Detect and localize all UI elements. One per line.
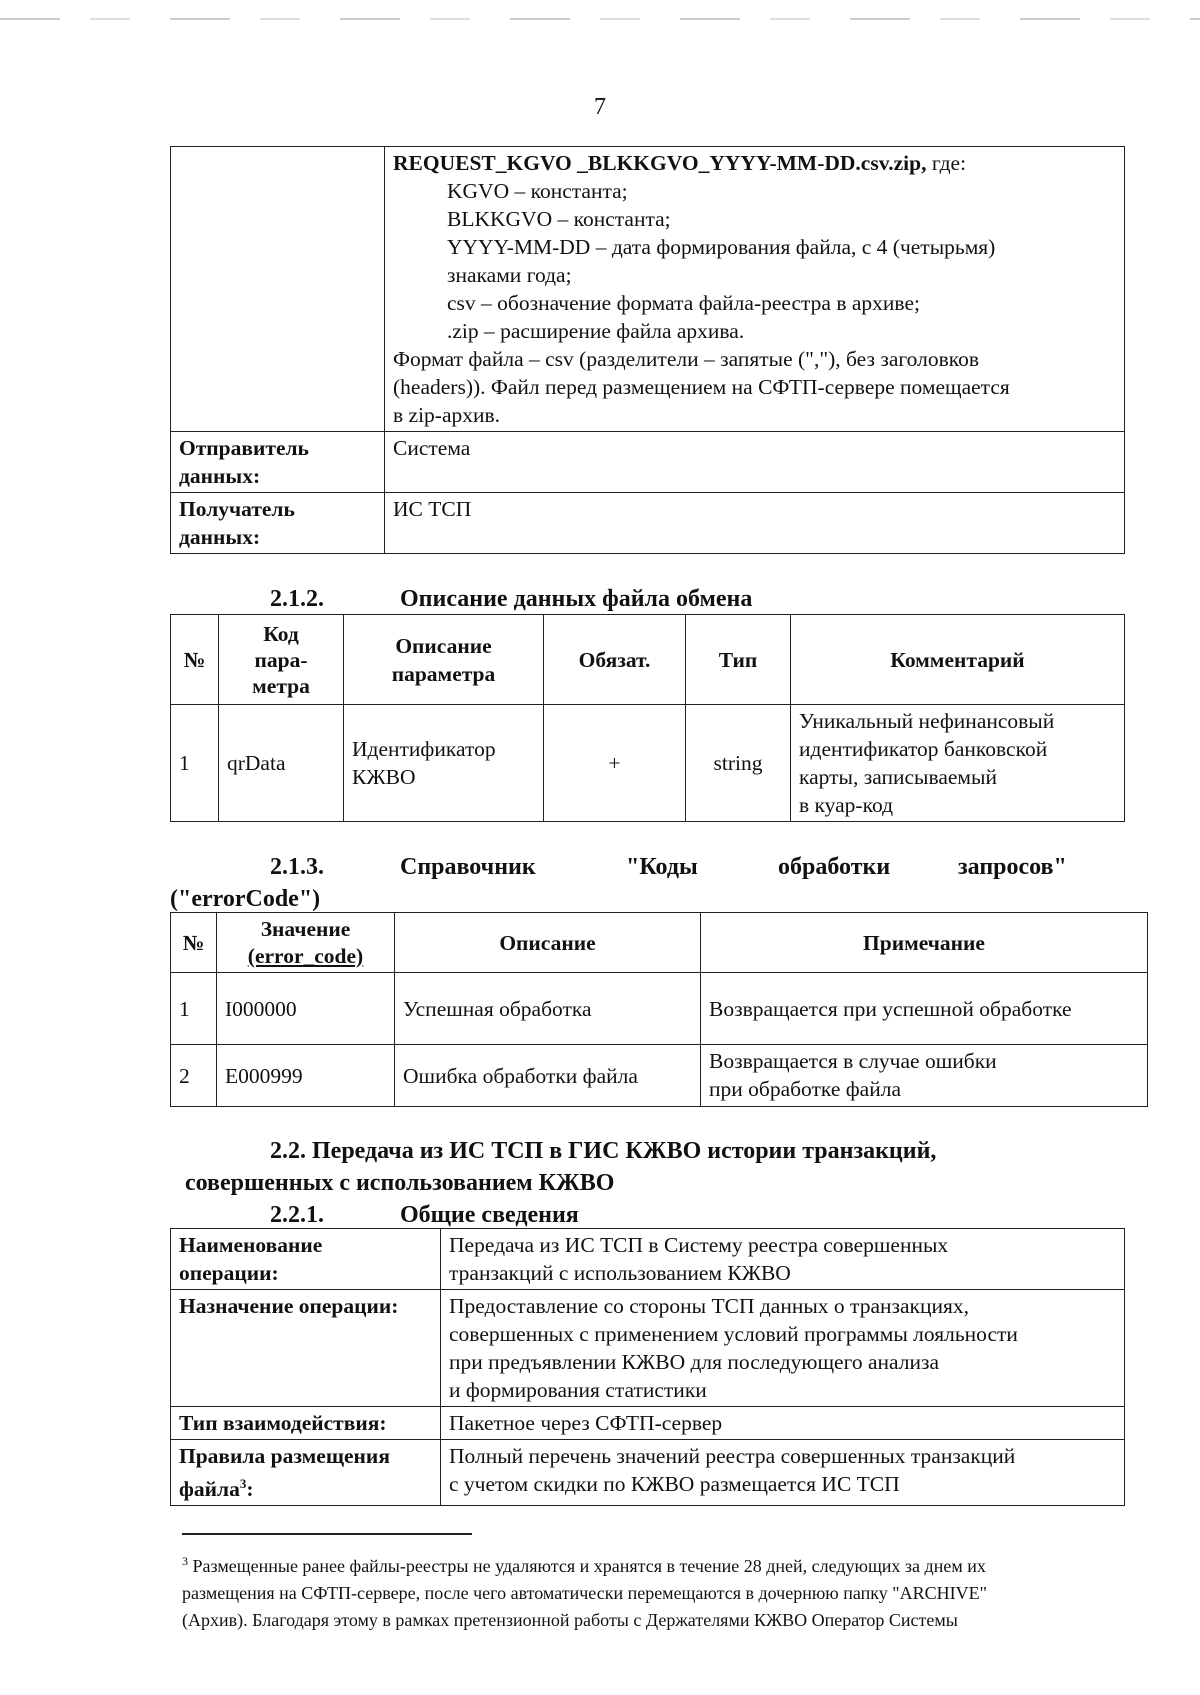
cell-number: 1 — [171, 973, 217, 1045]
section-22-title-line2: совершенных с использованием КЖВО — [185, 1170, 615, 1196]
filename-pattern: REQUEST_KGVO _BLKKGVO_YYYY-MM-DD.csv.zip, — [393, 151, 927, 175]
value-cell: Полный перечень значений реестра совершенных транзакций с учетом скидки по КЖВО размещается ИС ТСП — [441, 1440, 1125, 1506]
section-213-word: обработки — [778, 854, 891, 880]
file-info-table — [170, 146, 1125, 554]
def-line: csv – обозначение формата файла-реестра в архиве; — [447, 291, 920, 315]
cell-note: Возвращается в случае ошибки при обработке файла — [701, 1045, 1148, 1107]
footnote-mark: 3 — [182, 1554, 188, 1568]
table-row — [171, 1229, 1125, 1290]
cell-number: 2 — [171, 1045, 217, 1107]
table-row — [171, 1045, 1148, 1107]
section-212-number: 2.1.2. — [270, 586, 324, 612]
label-cell: Наименование операции: — [171, 1229, 441, 1290]
header-value: Значение (error_code) — [217, 913, 395, 973]
cell-code: I000000 — [217, 973, 395, 1045]
filename-cell — [385, 147, 1125, 432]
value-cell: Пакетное через СФТП-сервер — [441, 1407, 1125, 1440]
general-info-table — [170, 1228, 1125, 1506]
section-213-word: Справочник — [400, 854, 536, 880]
header-required: Обязат. — [544, 615, 686, 705]
header-number: № — [171, 615, 219, 705]
cell-description: Ошибка обработки файла — [395, 1045, 701, 1107]
format-line: (headers)). Файл перед размещением на СФТП-сервере помещается — [393, 375, 1010, 399]
receiver-label: Получатель данных: — [171, 493, 385, 554]
value-cell: Предоставление со стороны ТСП данных о транзакциях, совершенных с применением условий программы лояльности при предъявлении КЖВО для последующего анализа и формирования статистики — [441, 1290, 1125, 1407]
header-code: Код пара- метра — [219, 615, 344, 705]
def-line: знаками года; — [447, 263, 572, 287]
section-221-title: Общие сведения — [400, 1202, 579, 1228]
section-213-number: 2.1.3. — [270, 854, 324, 880]
page-number: 7 — [594, 94, 606, 120]
table-row — [171, 1440, 1125, 1506]
cell-note: Возвращается при успешной обработке — [701, 973, 1148, 1045]
sender-label: Отправитель данных: — [171, 432, 385, 493]
label-cell: Правила размещения файла$^3$: — [171, 1440, 441, 1506]
header-type: Тип — [686, 615, 791, 705]
footnote-separator — [182, 1533, 472, 1535]
cell-code: qrData — [219, 705, 344, 822]
label-cell: Назначение операции: — [171, 1290, 441, 1407]
cell-code: E000999 — [217, 1045, 395, 1107]
error-codes-table — [170, 912, 1148, 1107]
sender-value: Система — [385, 432, 1125, 493]
format-line: в zip-архив. — [393, 403, 501, 427]
table-row — [171, 1407, 1125, 1440]
section-213-word: "Коды — [626, 854, 698, 880]
header-comment: Комментарий — [791, 615, 1125, 705]
cell-description: Успешная обработка — [395, 973, 701, 1045]
header-description: Описание — [395, 913, 701, 973]
scan-artifact-line — [0, 18, 1200, 20]
section-221-number: 2.2.1. — [270, 1202, 324, 1228]
value-cell: Передача из ИС ТСП в Систему реестра совершенных транзакций с использованием КЖВО — [441, 1229, 1125, 1290]
format-line: Формат файла – csv (разделители – запятые (","), без заголовков — [393, 347, 980, 371]
def-line: KGVO – константа; — [447, 179, 628, 203]
header-note: Примечание — [701, 913, 1148, 973]
cell-description: Идентификатор КЖВО — [344, 705, 544, 822]
data-description-table — [170, 614, 1125, 822]
cell-number: 1 — [171, 705, 219, 822]
def-line: .zip – расширение файла архива. — [447, 319, 745, 343]
header-description: Описание параметра — [344, 615, 544, 705]
table-row — [171, 973, 1148, 1045]
table-row — [171, 705, 1125, 822]
table-row — [171, 1290, 1125, 1407]
header-number: № — [171, 913, 217, 973]
def-line: BLKKGVO – константа; — [447, 207, 671, 231]
empty-cell — [171, 147, 385, 432]
section-212-title: Описание данных файла обмена — [400, 586, 753, 612]
footnote-ref: 3 — [239, 1476, 247, 1491]
section-213-word: запросов" — [958, 854, 1067, 880]
cell-comment: Уникальный нефинансовый идентификатор банковской карты, записываемый в куар-код — [791, 705, 1125, 822]
receiver-value: ИС ТСП — [385, 493, 1125, 554]
cell-type: string — [686, 705, 791, 822]
label-cell: Тип взаимодействия: — [171, 1407, 441, 1440]
footnote: $^3$ Размещенные ранее файлы-реестры не удаляются и хранятся в течение 28 дней, следующих за днем их размещения на СФТП-сервере, после чего автоматически перемещаются в дочернюю папку "ARCHIVE" (Архив). Благодаря этому в рамках претензионной работы с Держателями КЖВО Оператор Системы — [182, 1554, 987, 1630]
section-213-title-line2: ("errorCode") — [170, 886, 321, 912]
filename-suffix: где: — [926, 151, 967, 175]
cell-required: + — [544, 705, 686, 822]
section-22-title-line1: 2.2. Передача из ИС ТСП в ГИС КЖВО истории транзакций, — [270, 1138, 937, 1164]
def-line: YYYY-MM-DD – дата формирования файла, с 4 (четырьмя) — [447, 235, 996, 259]
